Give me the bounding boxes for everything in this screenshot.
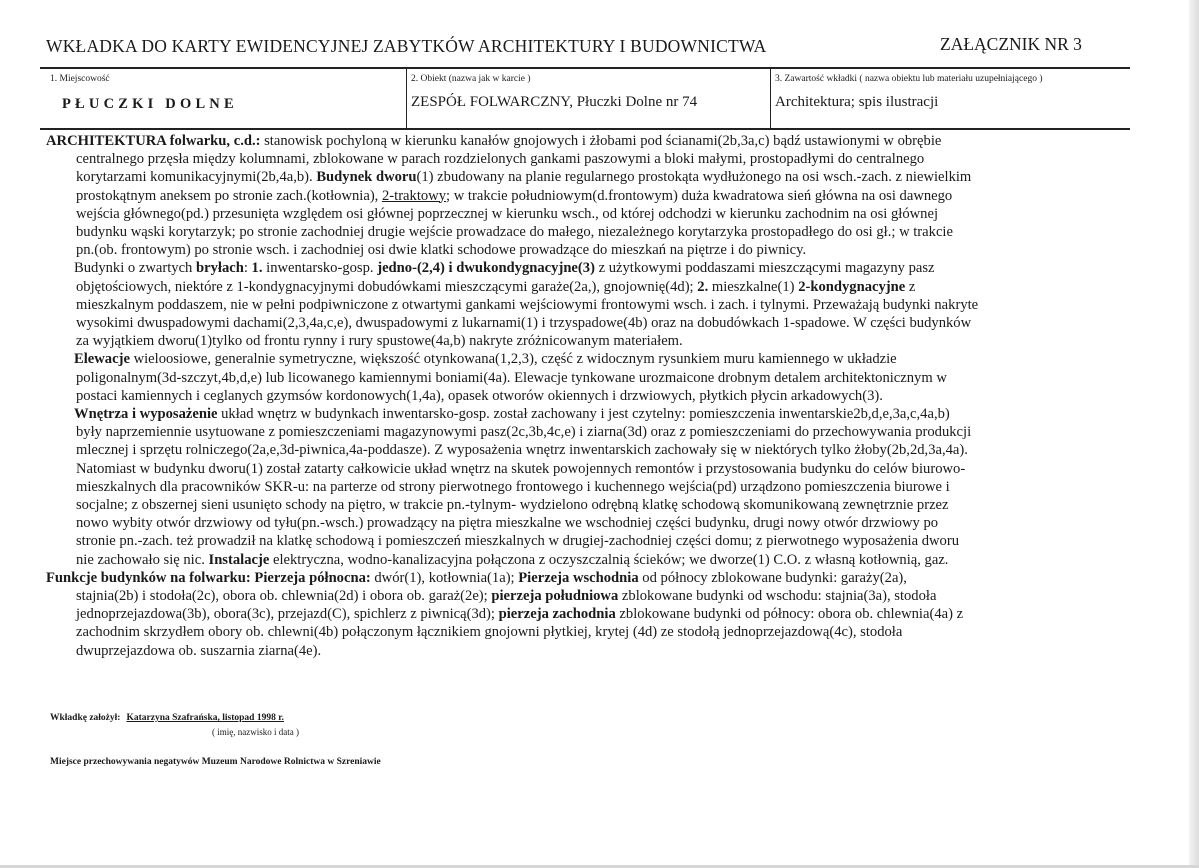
scan-edge (1189, 0, 1199, 868)
object-label: 2. Obiekt (nazwa jak w karcie ) (411, 74, 531, 84)
text-line: za wyjątkiem dworu(1)tylko od frontu rynny i rury spustowe(4a,b) nakryte zróżnicowanym materiałem. (76, 333, 683, 350)
field-divider-2 (770, 67, 771, 129)
header-rule-top (40, 67, 1130, 69)
text-line: Budynki o zwartych bryłach: 1. inwentarsko-gosp. jedno-(2,4) i dwukondygnacyjne(3) z użytkowymi poddaszami mieszczącymi magazyny pasz (74, 260, 935, 277)
negatives-storage: Miejsce przechowywania negatywów Muzeum Narodowe Rolnictwa w Szreniawie (50, 757, 381, 767)
locality-label: 1. Miejscowość (50, 74, 110, 84)
text-line: poligonalnym(3d-szczyt,4b,d,e) lub licowanego kamiennymi boniami(4a). Elewacje tynkowane urozmaicone drobnym detalem architektonicznym w (76, 369, 947, 386)
text-line: korytarzami komunikacyjnymi(2b,4a,b). Budynek dworu(1) zbudowany na planie regularnego prostokąta wydłużonego na osi wsch.-zach. z niewielkim (76, 169, 972, 186)
text-line: ARCHITEKTURA folwarku, c.d.: stanowisk pochyloną w kierunku kanałów gnojowych i żłobami pod ścianami(2b,3a,c) bądź ustawionymi w obrębie (46, 133, 942, 149)
text-line: nie zachowało się nic. Instalacje elektryczna, wodno-kanalizacyjna połączona z oczyszczalnią ścieków; we dworze(1) C.O. z własną kotłownią, gaz. (76, 551, 949, 568)
text-line: Natomiast w budynku dworu(1) został zatarty całkowicie układ wnętrz na skutek powojennych remontów i przystosowania budynku do celów biurowo- (76, 460, 966, 477)
text-line: wysokimi dwuspadowymi dachami(2,3,4a,c,e), dwuspadowymi z lukarnami(1) i trzyspadowe(4b) oraz na dobudówkach 1-spadowe. W części budynków (76, 315, 972, 332)
object-value: ZESPÓŁ FOLWARCZNY, Płuczki Dolne nr 74 (411, 94, 698, 110)
text-line: stajnia(2b) i stodoła(2c), obora ob. chlewnia(2d) i obora ob. garaż(2e); pierzeja południowa zblokowane budynki od wschodu: stajnia(3a), stodoła (76, 588, 937, 605)
text-line: zachodnim skrzydłem obory ob. chlewni(4b) połączonym łącznikiem gnojowni płytkiej, krytej (4d) ze stodołą jednoprzejazdową(4c), stodoła (76, 624, 903, 641)
field-divider-1 (406, 67, 407, 129)
text-line: pn.(ob. frontowym) po stronie wsch. i zachodniej osi dwie klatki schodowe prowadzące do mieszkań na piętrze i do piwnicy. (76, 242, 807, 259)
text-line: dwuprzejazdowa ob. suszarnia ziarna(4e). (76, 642, 322, 659)
document-title: WKŁADKA DO KARTY EWIDENCYJNEJ ZABYTKÓW ARCHITEKTURY I BUDOWNICTWA (46, 36, 767, 56)
text-line: nowo wybity otwór drzwiowy od tyłu(pn.-wsch.) prowadzący na piętra mieszkalne we wschodniej części budynku, drugi nowy otwór drzwiowy po (76, 515, 939, 532)
text-line: mieszkalnym poddaszem, nie w pełni podpiwniczone z otwartymi gankami wejściowymi frontowymi wsch. i zach. i tylnymi. Przeważają budynki nakryte (76, 296, 979, 313)
contents-value: Architektura; spis ilustracji (775, 94, 939, 110)
author-label: Wkładkę założył: (50, 713, 121, 723)
annex-number: ZAŁĄCZNIK NR 3 (940, 34, 1082, 54)
contents-label: 3. Zawartość wkładki ( nazwa obiektu lub materiału uzupełniającego ) (775, 74, 1043, 84)
text-line: centralnego przęsła między kolumnami, zblokowane w parach rozdzielonych gankami paszowymi a bloki małymi, prostopadłymi do centralnego (76, 151, 925, 168)
text-line: mieszkalnych dla pracowników SKR-u: na parterze od strony pierwotnego frontowego i kuchennego wejścia(pd) urządzono pomieszczenia biurowe i (76, 478, 950, 495)
text-line: stronie pn.-zach. też prowadził na klatkę schodową i pomieszczeń mieszkalnych w drugiej-zachodniej części domu; z pierwotnego wyposażenia dworu (76, 533, 960, 550)
text-line: postaci kamiennych i ceglanych gzymsów kordonowych(1,4a), opasek otworów okiennych i drzwiowych, płytkich płycin arkadowych(3). (76, 387, 883, 404)
text-line: jednoprzejazdowa(3b), obora(3c), przejazd(C), spichlerz z piwnicą(3d); pierzeja zachodnia zblokowane budynki od północy: obora ob. chlewnia(4a) z (76, 606, 964, 623)
author-line (50, 713, 284, 723)
text-line: mlecznej i sprzętu rolniczego(2a,e,3d-piwnica,4a-poddasze). Z wyposażenia wnętrz inwentarskich zachowały się w niektórych tylko żłoby(2b,2d,3a,4a). (76, 442, 968, 459)
header-rule-bottom (40, 128, 1130, 130)
author-value: Katarzyna Szafrańska, listopad 1998 r. (126, 713, 284, 723)
author-note: ( imię, nazwisko i data ) (212, 727, 299, 737)
text-line: socjalne; z obszernej sieni usunięto schody na piętro, w trakcie pn.-tylnym- wydzielono odrębną klatkę schodową skomunikowaną zewnętrznie przez (76, 497, 949, 514)
text-line: wejścia głównego(pd.) przesunięta względem osi głównej poprzecznej w kierunku wsch., od której odchodzi w kierunku zachodnim na osi głównej (76, 205, 939, 222)
text-line: Funkcje budynków na folwarku: Pierzeja północna: dwór(1), kotłownia(1a); Pierzeja wschodnia od północy zblokowane budynki: garaży(2a), (46, 569, 907, 586)
text-line: objętościowych, niektóre z 1-kondygnacyjnymi dobudówkami mieszczącymi garaże(2a,), gnojownię(4d); 2. mieszkalne(1) 2-kondygnacyjne z (76, 278, 916, 295)
locality-value: PŁUCZKI DOLNE (62, 96, 238, 112)
text-line: Wnętrza i wyposażenie układ wnętrz w budynkach inwentarsko-gosp. został zachowany i jest czytelny: pomieszczenia inwentarskie2b,d,e,3a,c,4a,b) (74, 406, 950, 423)
text-line: były naprzemiennie usytuowane z pomieszczeniami magazynowymi pasz(2c,3b,4c,e) i ziarna(3d) oraz z pomieszczeniami do przechowywania produkcji (76, 424, 972, 441)
architecture-description (46, 132, 1126, 660)
text-line: budynku wąski korytarzyk; po stronie zachodniej drugie wejście prowadzace do małego, niezależnego korytarzyka prostopadłego do osi gł.; w trakcie (76, 224, 953, 241)
text-line: Elewacje wieloosiowe, generalnie symetryczne, większość otynkowana(1,2,3), część z widocznym rysunkiem muru kamiennego w układzie (74, 351, 897, 368)
text-line: prostokątnym aneksem po stronie zach.(kotłownia), 2-traktowy; w trakcie południowym(d.frontowym) duża kwadratowa sień główna na osi dawnego (76, 187, 953, 204)
